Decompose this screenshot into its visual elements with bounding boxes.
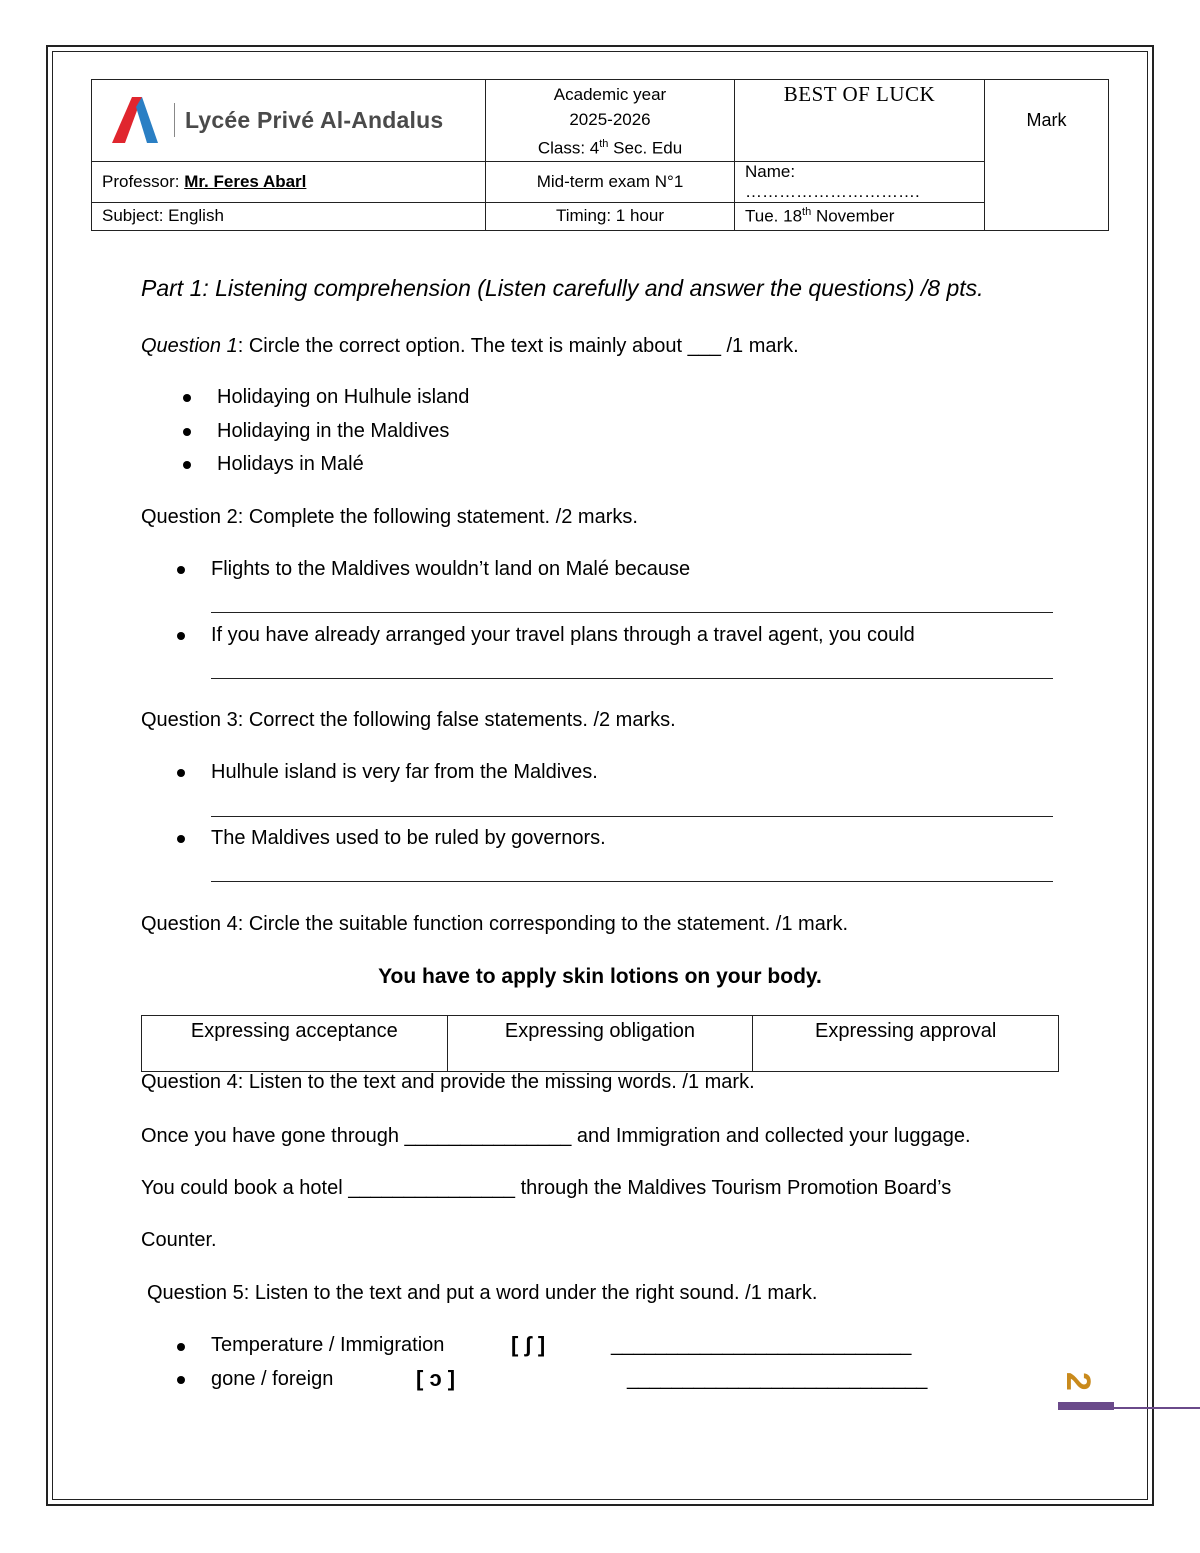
logo-separator [174,103,175,137]
fill-in-line-2[interactable]: You could book a hotel _______________ through the Maldives Tourism Promotion Board’s [141,1177,952,1199]
bullet [177,1343,185,1351]
bullet [177,632,185,640]
q3-item-2: The Maldives used to be ruled by governors. [211,827,606,849]
q2-item-2: If you have already arranged your travel plans through a travel agent, you could [211,624,915,646]
sound-blank-1[interactable]: ___________________________ [611,1334,912,1356]
sound-symbol-2: [ ɔ ] [416,1366,456,1391]
school-logo [112,97,475,143]
professor-cell: Professor: Mr. Feres Abarl [92,161,486,202]
function-options-table [141,1015,1059,1072]
logo-cell [92,80,486,162]
answer-line[interactable] [211,816,1053,817]
mark-cell: Mark [985,80,1109,231]
function-option-obligation[interactable]: Expressing obligation [447,1016,753,1072]
school-name: Lycée Privé Al-Andalus [185,106,444,133]
answer-line[interactable] [211,678,1053,679]
q2-item-1: Flights to the Maldives wouldn’t land on Malé because [211,558,691,580]
option-2[interactable]: Holidaying in the Maldives [217,420,450,442]
name-field[interactable]: Name: …………………………. [735,161,985,202]
question-5: Question 5: Listen to the text and put a word under the right sound. /1 mark. [147,1282,818,1304]
q3-item-1: Hulhule island is very far from the Maldives. [211,761,598,783]
academic-year-label: Academic year [553,85,667,104]
andalus-logo-icon [112,97,162,143]
option-3[interactable]: Holidays in Malé [217,453,364,475]
header-table [91,79,1109,231]
page-decoration-bar [1058,1402,1114,1410]
fill-in-line-3: Counter. [141,1229,217,1251]
answer-line[interactable] [211,881,1053,882]
bullet [177,835,185,843]
question-4: Question 4: Circle the suitable function corresponding to the statement. /1 mark. [141,913,849,935]
option-1[interactable]: Holidaying on Hulhule island [217,386,470,408]
question-3: Question 3: Correct the following false statements. /2 marks. [141,709,676,731]
question-2: Question 2: Complete the following statement. /2 marks. [141,506,638,528]
subject: Subject: English [92,202,486,230]
question-1: Question 1: Circle the correct option. The text is mainly about ___ /1 mark. [141,335,799,357]
sound-words-2: gone / foreign [211,1368,334,1390]
bullet [183,461,191,469]
sound-symbol-1: [ ʃ ] [511,1332,546,1357]
exam-date: Tue. 18th November [735,202,985,230]
sound-words-1: Temperature / Immigration [211,1334,445,1356]
professor-name: Mr. Feres Abarl [184,171,307,191]
best-of-luck: BEST OF LUCK [735,80,985,162]
bullet [183,428,191,436]
bullet [177,769,185,777]
exam-title: Mid-term exam N°1 [486,161,735,202]
q4-statement: You have to apply skin lotions on your body. [378,965,822,988]
function-option-acceptance[interactable]: Expressing acceptance [142,1016,448,1072]
bullet [177,1376,185,1384]
timing: Timing: 1 hour [486,202,735,230]
bullet [183,394,191,402]
class-info: Class: 4th Sec. Edu [537,138,683,158]
answer-line[interactable] [211,612,1053,613]
function-option-approval[interactable]: Expressing approval [753,1016,1059,1072]
fill-in-line-1[interactable]: Once you have gone through _______________ and Immigration and collected your luggage. [141,1125,971,1147]
academic-year-cell [486,80,735,162]
part-title: Part 1: Listening comprehension (Listen carefully and answer the questions) /8 pts. [141,275,984,301]
sound-blank-2[interactable]: ___________________________ [627,1368,928,1390]
page-decoration-line [1114,1407,1200,1409]
academic-year: 2025-2026 [569,110,651,129]
question-4b: Question 4: Listen to the text and provide the missing words. /1 mark. [141,1071,755,1093]
page-number: 2 [1058,1372,1097,1391]
bullet [177,566,185,574]
